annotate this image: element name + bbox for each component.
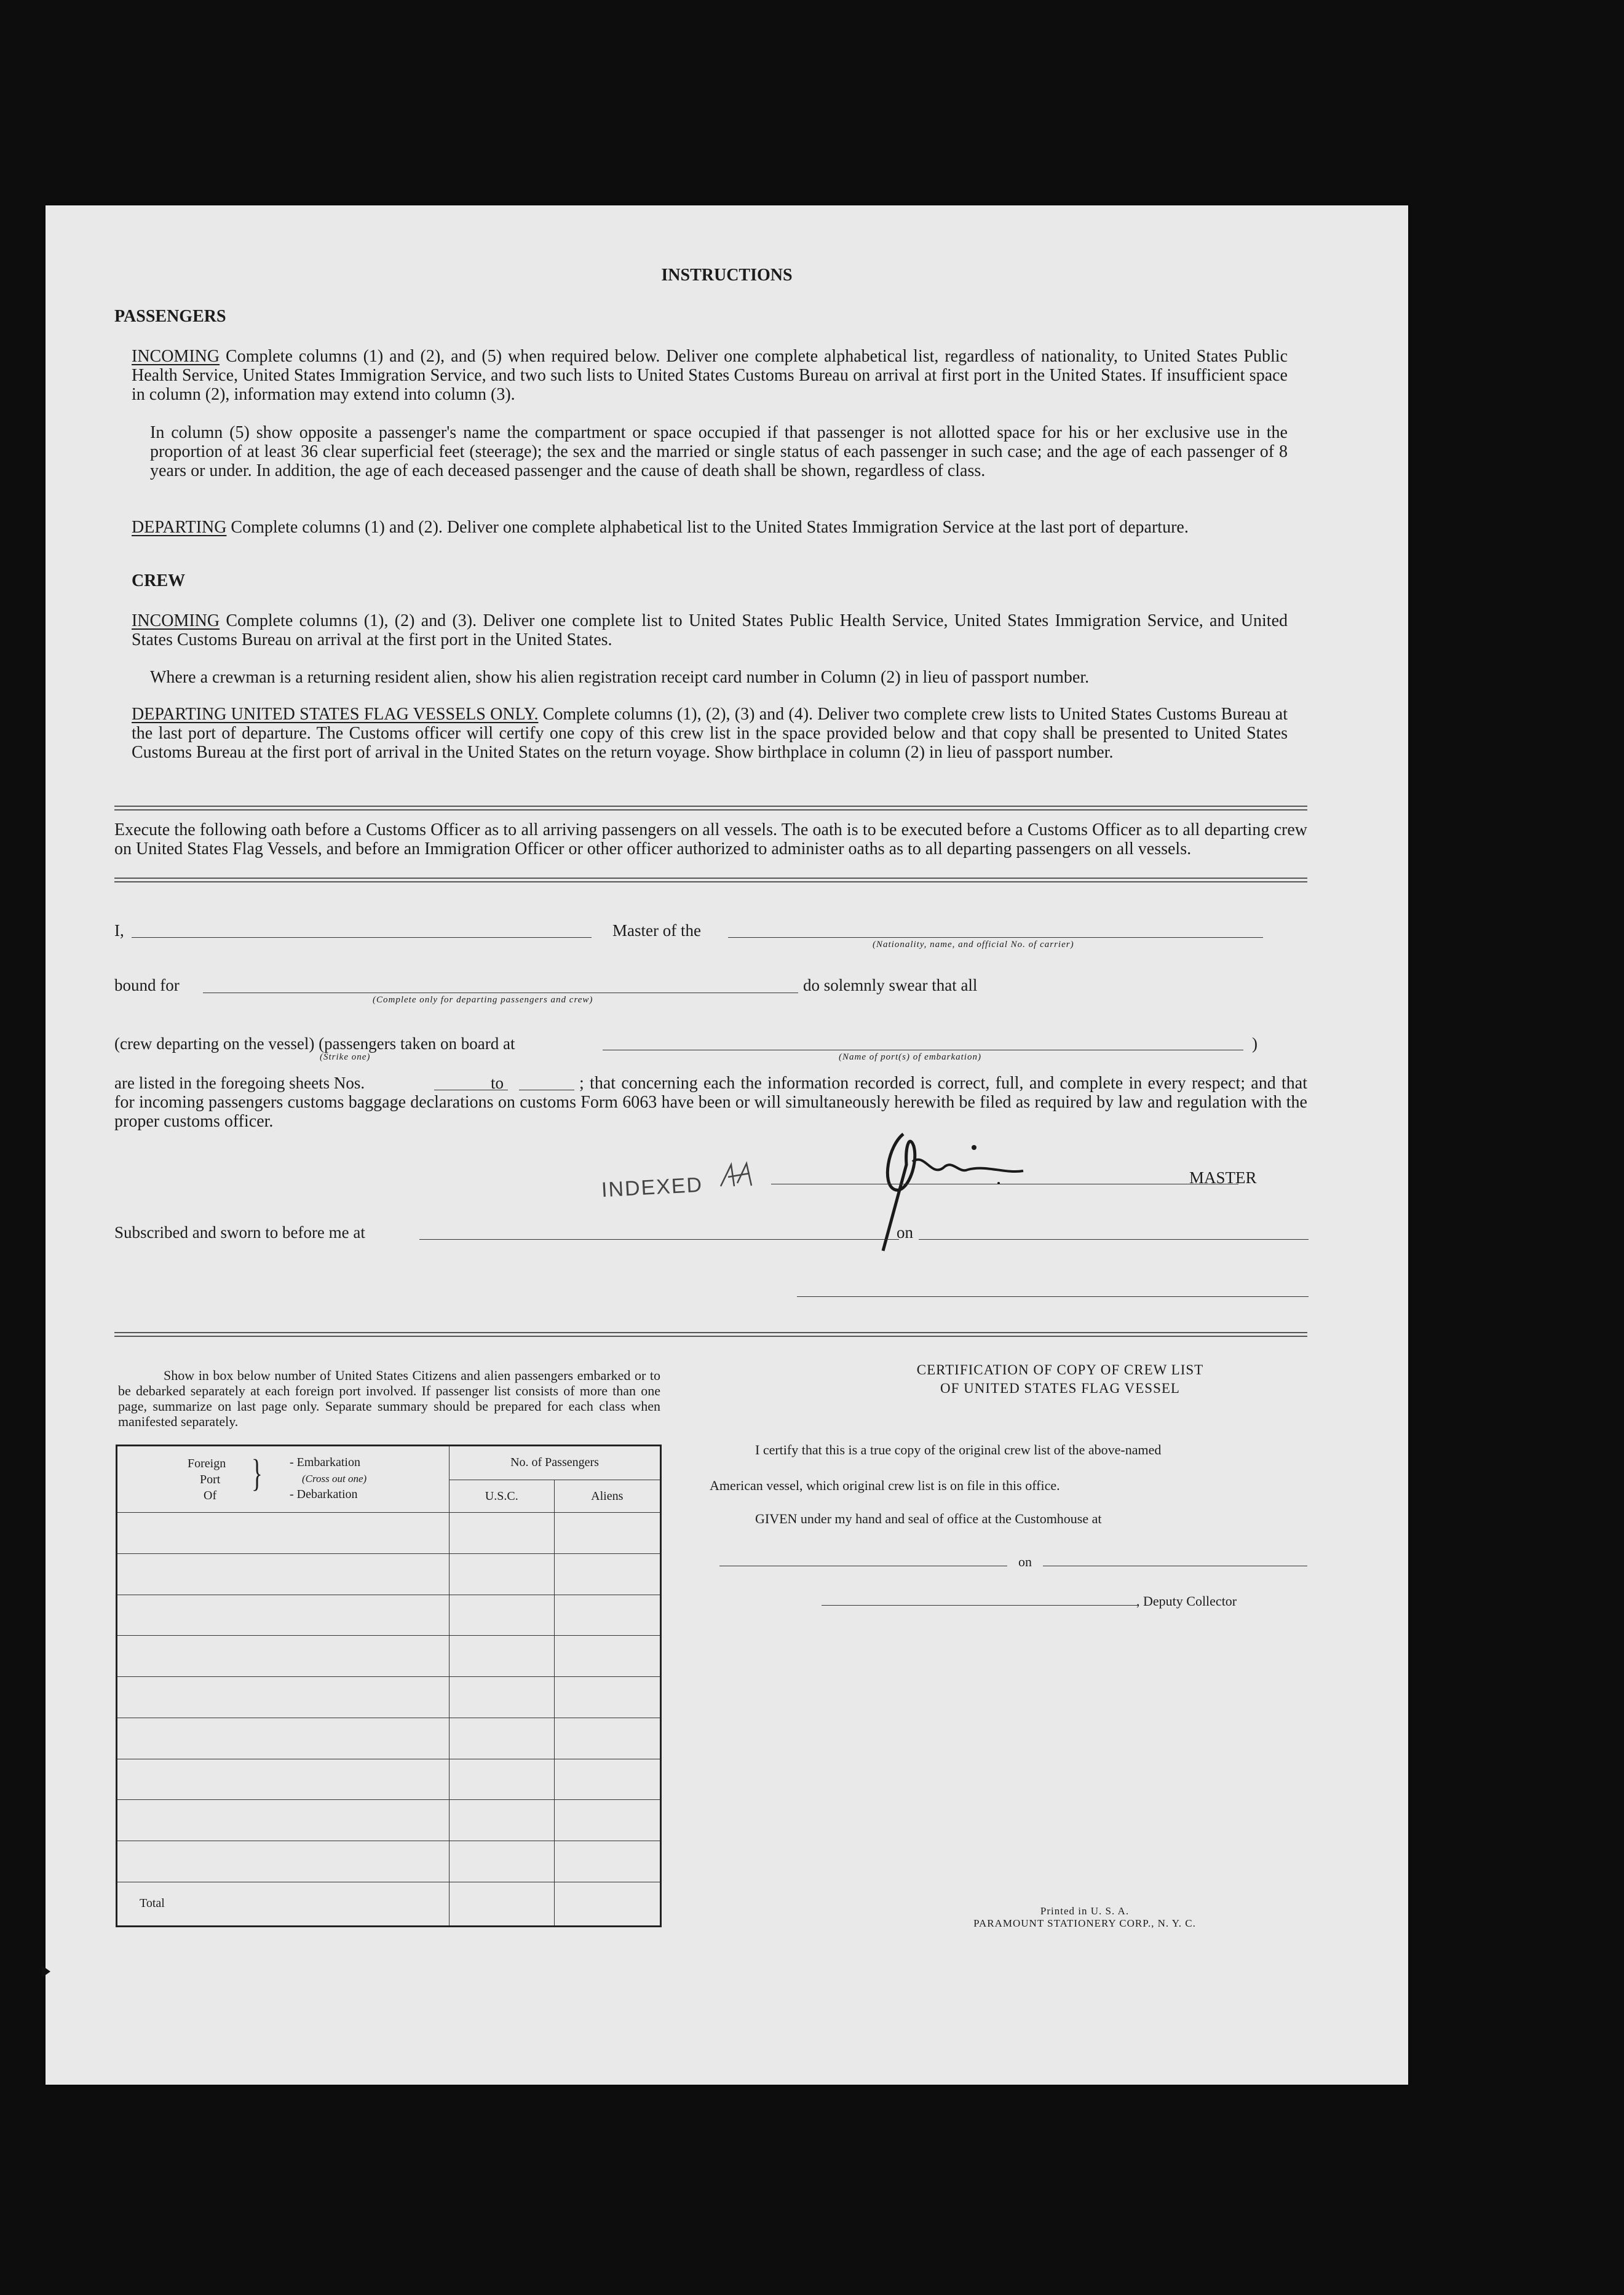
table-row — [117, 1841, 661, 1882]
foreign-label: Foreign — [188, 1456, 226, 1470]
oath-i-label: I, — [114, 921, 124, 940]
aliens-cell[interactable] — [554, 1677, 661, 1718]
complete-only-hint: (Complete only for departing passengers and crew) — [373, 995, 593, 1005]
port-label: Port — [200, 1472, 221, 1486]
master-name-field[interactable] — [132, 937, 592, 938]
table-row — [117, 1513, 661, 1554]
divider — [114, 1332, 1307, 1337]
oath-intro: Execute the following oath before a Customs Officer as to all arriving passengers on all vessels. The oath is to be executed before a Customs Officer as to all departing crew on United States Flag Vessels, and before an Immigration Officer or other officer authorized to administer oaths as to all departing passengers on all vessels. — [114, 820, 1307, 858]
close-paren: ) — [1252, 1034, 1258, 1053]
divider — [114, 806, 1307, 811]
deputy-collector-label: , Deputy Collector — [1136, 1593, 1237, 1609]
subscribed-text: Subscribed and sworn to before me at — [114, 1223, 365, 1242]
usc-cell[interactable] — [450, 1800, 555, 1841]
given-text: GIVEN under my hand and seal of office at the Customhouse at — [755, 1511, 1102, 1526]
aliens-cell[interactable] — [554, 1636, 661, 1677]
to-label: to — [491, 1074, 504, 1092]
usc-cell[interactable] — [450, 1841, 555, 1882]
cert-on-label: on — [1018, 1554, 1032, 1569]
brace-icon: } — [251, 1452, 263, 1494]
usc-cell[interactable] — [450, 1759, 555, 1800]
instructions-title: INSTRUCTIONS — [661, 266, 793, 285]
ports-hint: (Name of port(s) of embarkation) — [839, 1052, 981, 1062]
usc-cell[interactable] — [450, 1718, 555, 1759]
certification-title-2: OF UNITED STATES FLAG VESSEL — [940, 1381, 1180, 1396]
divider — [114, 878, 1307, 882]
flag-vessels-paragraph — [132, 705, 1288, 762]
certification-title-1: CERTIFICATION OF COPY OF CREW LIST — [916, 1362, 1204, 1377]
passengers-header-cell — [450, 1446, 661, 1480]
aliens-cell[interactable] — [554, 1800, 661, 1841]
aliens-cell[interactable] — [554, 1513, 661, 1554]
incoming-label: INCOMING — [132, 347, 220, 366]
crew-incoming-text: Complete columns (1), (2) and (3). Deliver one complete list to United States Public Health Service, United States Immigration Service, and United States Customs Bureau on arrival at the first port in the United States. — [132, 611, 1288, 649]
port-cell[interactable] — [117, 1800, 450, 1841]
deputy-signature-line[interactable] — [822, 1605, 1138, 1606]
printer-name: PARAMOUNT STATIONERY CORP., N. Y. C. — [973, 1917, 1196, 1929]
listed-text: are listed in the foregoing sheets Nos. — [114, 1074, 365, 1092]
master-signature — [845, 1109, 1066, 1257]
binder-mark — [42, 1965, 50, 1978]
usc-header-cell — [450, 1480, 555, 1513]
table-row — [117, 1677, 661, 1718]
sworn-date-field[interactable] — [919, 1239, 1309, 1240]
crew-departing-text: (crew departing on the vessel) (passengers taken on board at — [114, 1034, 515, 1053]
total-row — [117, 1882, 661, 1926]
table-row — [117, 1800, 661, 1841]
no-of-passengers-label: No. of Passengers — [510, 1456, 599, 1470]
crewman-paragraph: Where a crewman is a returning resident alien, show his alien registration receipt card number in Column (2) in lieu of passport number. — [150, 668, 1090, 687]
flag-vessels-text: Complete columns (1), (2), (3) and (4). Deliver two complete crew lists to United States Customs Bureau at the last port of departure. The Customs officer will certify one copy of this crew list in the space provided below and that copy shall be presented to United States Customs Bureau at the first port of arrival in the United States on the return voyage. Show birthplace in column (2) in lieu of passport number. — [132, 705, 1288, 762]
port-cell[interactable] — [117, 1636, 450, 1677]
usc-cell[interactable] — [450, 1677, 555, 1718]
port-cell[interactable] — [117, 1759, 450, 1800]
aliens-cell[interactable] — [554, 1554, 661, 1595]
aliens-header-cell — [554, 1480, 661, 1513]
aliens-cell[interactable] — [554, 1595, 661, 1636]
certify-line-2: American vessel, which original crew list is on file in this office. — [710, 1478, 1060, 1493]
passengers-incoming-paragraph — [132, 347, 1288, 404]
carrier-field[interactable] — [728, 937, 1263, 938]
incoming-text: Complete columns (1) and (2), and (5) when required below. Deliver one complete alphabetical list, regardless of nationality, to United States Public Health Service, United States Immigration Service, and two such lists to United States Customs Bureau on arrival at first port in the United States. If insufficient space in column (2), information may extend into column (3). — [132, 347, 1288, 404]
indexed-stamp-text: INDEXED — [601, 1173, 703, 1202]
usc-cell[interactable] — [450, 1636, 555, 1677]
aliens-cell[interactable] — [554, 1718, 661, 1759]
total-label: Total — [140, 1897, 165, 1911]
printed-in-usa: Printed in U. S. A. — [1040, 1905, 1130, 1917]
table-row — [117, 1554, 661, 1595]
port-cell[interactable] — [117, 1595, 450, 1636]
total-usc-cell[interactable] — [450, 1882, 555, 1926]
aliens-cell[interactable] — [554, 1841, 661, 1882]
total-label-cell — [117, 1882, 450, 1926]
departing-text: Complete columns (1) and (2). Deliver one complete alphabetical list to the United States Immigration Service at the last port of departure. — [226, 518, 1189, 537]
indexed-mark — [716, 1159, 759, 1195]
listed-rest: ; that concerning each the information recorded is correct, full, and complete in every respect; and that for incoming passengers customs baggage declarations on customs Form 6063 have been or will simultaneously herewith be filed as required by law and regulation with the proper customs officer. — [114, 1074, 1307, 1131]
certify-line-1: I certify that this is a true copy of the original crew list of the above-named — [755, 1442, 1162, 1457]
cross-out-hint: (Cross out one) — [302, 1472, 367, 1484]
crew-heading: CREW — [132, 571, 186, 590]
debarkation-label: - Debarkation — [290, 1487, 358, 1501]
bound-for-label: bound for — [114, 976, 180, 994]
table-row — [117, 1759, 661, 1800]
usc-label: U.S.C. — [485, 1489, 518, 1503]
aliens-cell[interactable] — [554, 1759, 661, 1800]
total-aliens-cell[interactable] — [554, 1882, 661, 1926]
form-page — [46, 205, 1408, 2085]
port-cell[interactable] — [117, 1718, 450, 1759]
of-label: Of — [204, 1488, 217, 1502]
passenger-summary-table — [116, 1445, 662, 1927]
flag-vessels-label: DEPARTING UNITED STATES FLAG VESSELS ONLY. — [132, 705, 539, 724]
usc-cell[interactable] — [450, 1513, 555, 1554]
port-cell[interactable] — [117, 1677, 450, 1718]
indexed-stamp — [601, 1173, 703, 1203]
listed-rest-text — [114, 1074, 1307, 1131]
passengers-heading: PASSENGERS — [114, 307, 226, 326]
crew-incoming-paragraph — [132, 611, 1288, 649]
departing-label: DEPARTING — [132, 518, 227, 537]
crew-incoming-label: INCOMING — [132, 611, 220, 630]
officer-signature-line[interactable] — [797, 1296, 1309, 1297]
master-label: MASTER — [1189, 1168, 1257, 1187]
table-row — [117, 1636, 661, 1677]
summary-note: Show in box below number of United States Citizens and alien passengers embarked or to be debarked separately at each foreign port involved. If passenger list consists of more than one page, summarize on last page only. Separate summary should be prepared for each class when manifested separately. — [118, 1368, 660, 1429]
port-cell[interactable] — [117, 1841, 450, 1882]
port-cell[interactable] — [117, 1513, 450, 1554]
aliens-label: Aliens — [591, 1489, 624, 1503]
sworn-on-label: on — [897, 1223, 913, 1242]
port-header-cell — [117, 1446, 450, 1513]
embarkation-label: - Embarkation — [290, 1455, 360, 1469]
strike-one-hint: (Strike one) — [320, 1052, 371, 1062]
swear-text: do solemnly swear that all — [803, 976, 978, 994]
master-of-the-label: Master of the — [612, 921, 701, 940]
table-row — [117, 1595, 661, 1636]
usc-cell[interactable] — [450, 1595, 555, 1636]
column5-paragraph: In column (5) show opposite a passenger's name the compartment or space occupied if that passenger is not allotted space for his or her exclusive use in the proportion of at least 36 clear superficial feet (steerage); the sex and the married or single status of each passenger in such case; and the age of each passenger of 8 years or under. In addition, the age of each deceased passenger and the cause of death shall be shown, regardless of class. — [150, 423, 1288, 480]
sworn-place-field[interactable] — [419, 1239, 899, 1240]
usc-cell[interactable] — [450, 1554, 555, 1595]
passengers-departing-paragraph — [132, 518, 1288, 537]
port-cell[interactable] — [117, 1554, 450, 1595]
nationality-hint: (Nationality, name, and official No. of carrier) — [873, 940, 1074, 949]
table-row — [117, 1718, 661, 1759]
